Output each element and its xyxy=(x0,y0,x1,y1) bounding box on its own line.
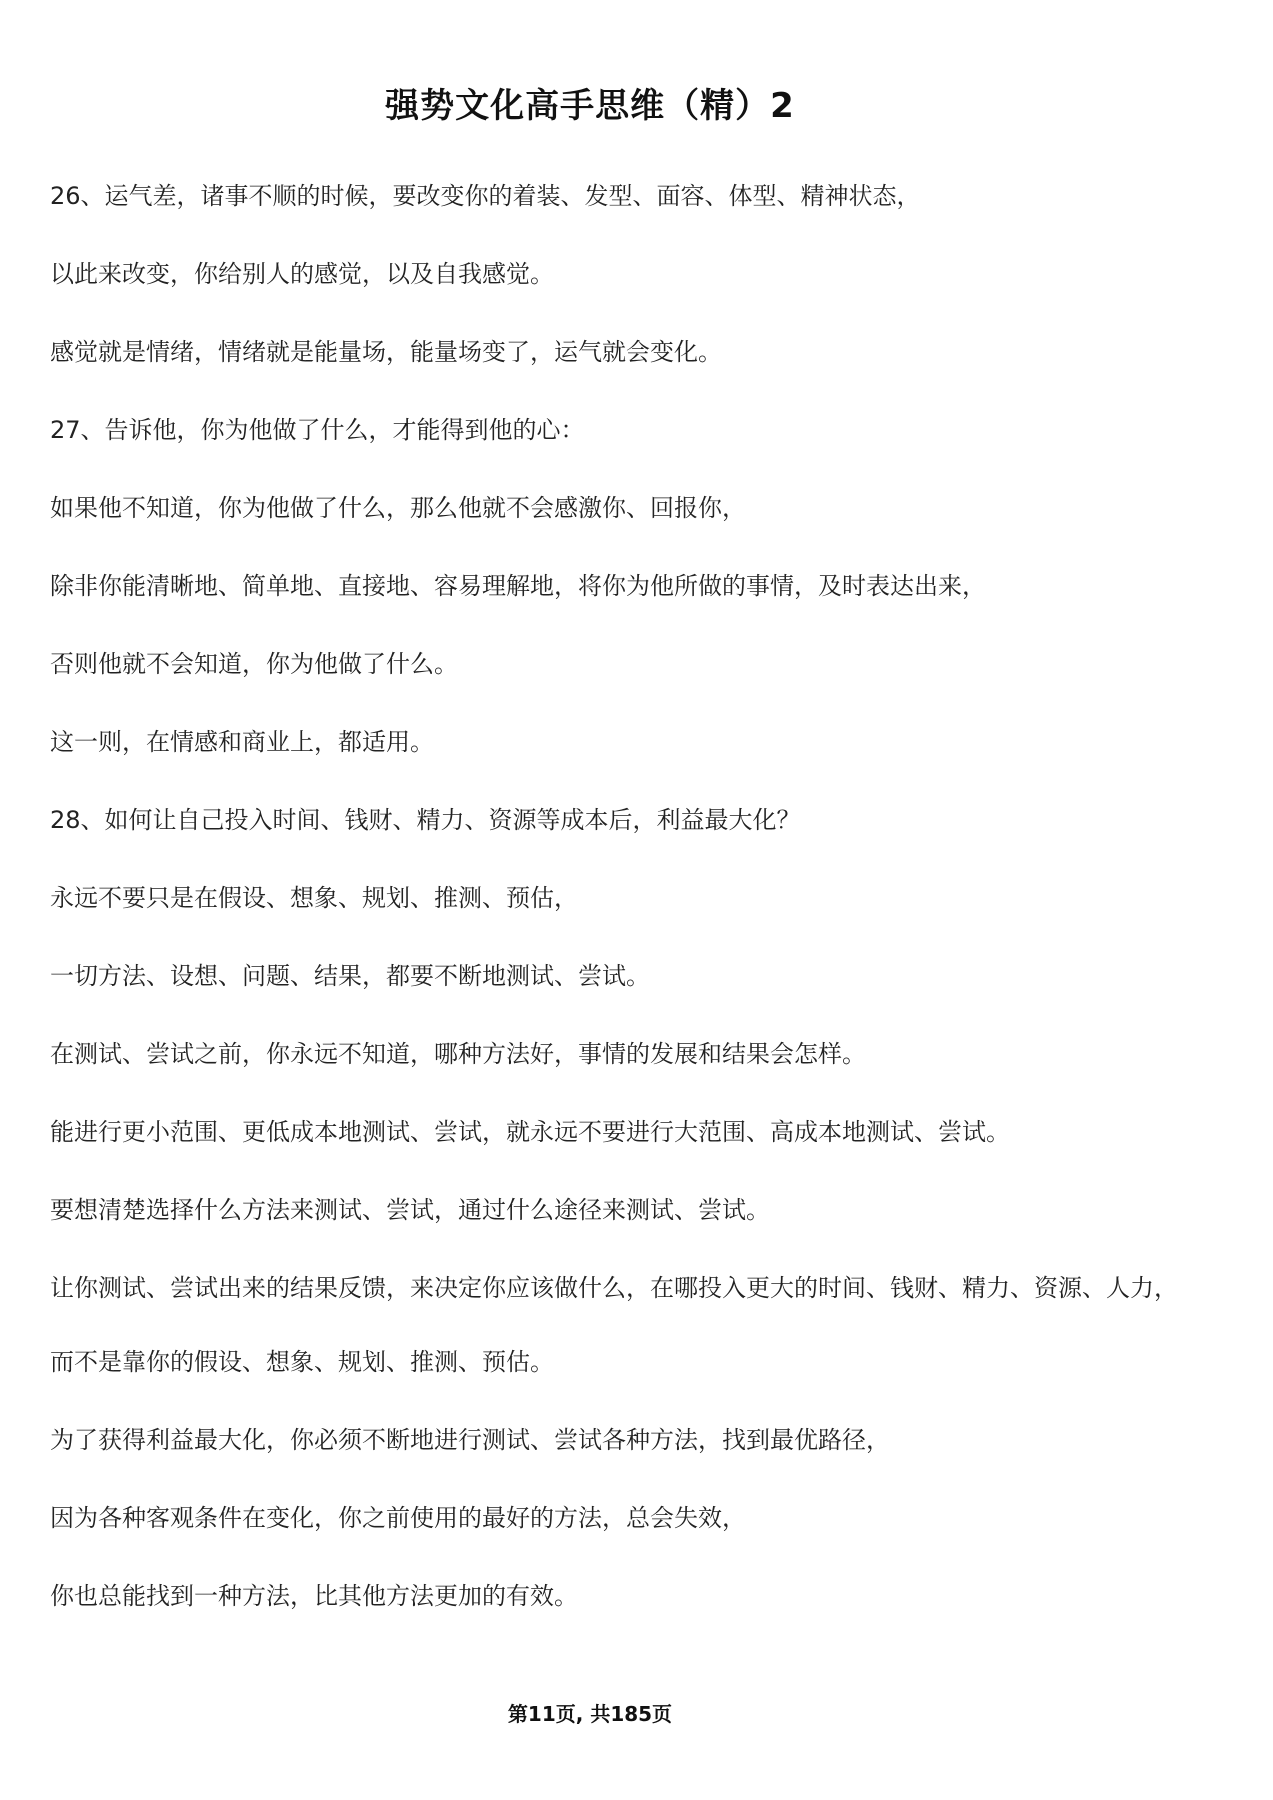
paragraph: 而不是靠你的假设、想象、规划、推测、预估。 xyxy=(50,1348,554,1376)
paragraph: 除非你能清晰地、简单地、直接地、容易理解地，将你为他所做的事情，及时表达出来， xyxy=(50,572,986,600)
paragraph: 一切方法、设想、问题、结果，都要不断地测试、尝试。 xyxy=(50,962,650,990)
paragraph: 感觉就是情绪，情绪就是能量场，能量场变了，运气就会变化。 xyxy=(50,338,722,366)
document-title: 强势文化高手思维（精）2 xyxy=(385,86,795,126)
paragraph: 能进行更小范围、更低成本地测试、尝试，就永远不要进行大范围、高成本地测试、尝试。 xyxy=(50,1118,1010,1146)
paragraph: 以此来改变，你给别人的感觉，以及自我感觉。 xyxy=(50,260,554,288)
paragraph: 让你测试、尝试出来的结果反馈，来决定你应该做什么，在哪投入更大的时间、钱财、精力、资源、人力， xyxy=(50,1274,1178,1302)
paragraph: 为了获得利益最大化，你必须不断地进行测试、尝试各种方法，找到最优路径， xyxy=(50,1426,890,1454)
paragraph: 28、如何让自己投入时间、钱财、精力、资源等成本后，利益最大化？ xyxy=(50,806,801,834)
paragraph: 永远不要只是在假设、想象、规划、推测、预估， xyxy=(50,884,578,912)
paragraph: 你也总能找到一种方法，比其他方法更加的有效。 xyxy=(50,1582,578,1610)
paragraph: 要想清楚选择什么方法来测试、尝试，通过什么途径来测试、尝试。 xyxy=(50,1196,770,1224)
paragraph: 如果他不知道，你为他做了什么，那么他就不会感激你、回报你， xyxy=(50,494,746,522)
paragraph: 在测试、尝试之前，你永远不知道，哪种方法好，事情的发展和结果会怎样。 xyxy=(50,1040,866,1068)
paragraph: 否则他就不会知道，你为他做了什么。 xyxy=(50,650,458,678)
paragraph: 这一则，在情感和商业上，都适用。 xyxy=(50,728,434,756)
page-number-footer: 第11页, 共185页 xyxy=(507,1702,673,1726)
paragraph: 27、告诉他，你为他做了什么，才能得到他的心： xyxy=(50,416,585,444)
paragraph: 因为各种客观条件在变化，你之前使用的最好的方法，总会失效， xyxy=(50,1504,746,1532)
paragraph: 26、运气差，诸事不顺的时候，要改变你的着装、发型、面容、体型、精神状态， xyxy=(50,182,921,210)
document-body xyxy=(50,176,1220,1654)
